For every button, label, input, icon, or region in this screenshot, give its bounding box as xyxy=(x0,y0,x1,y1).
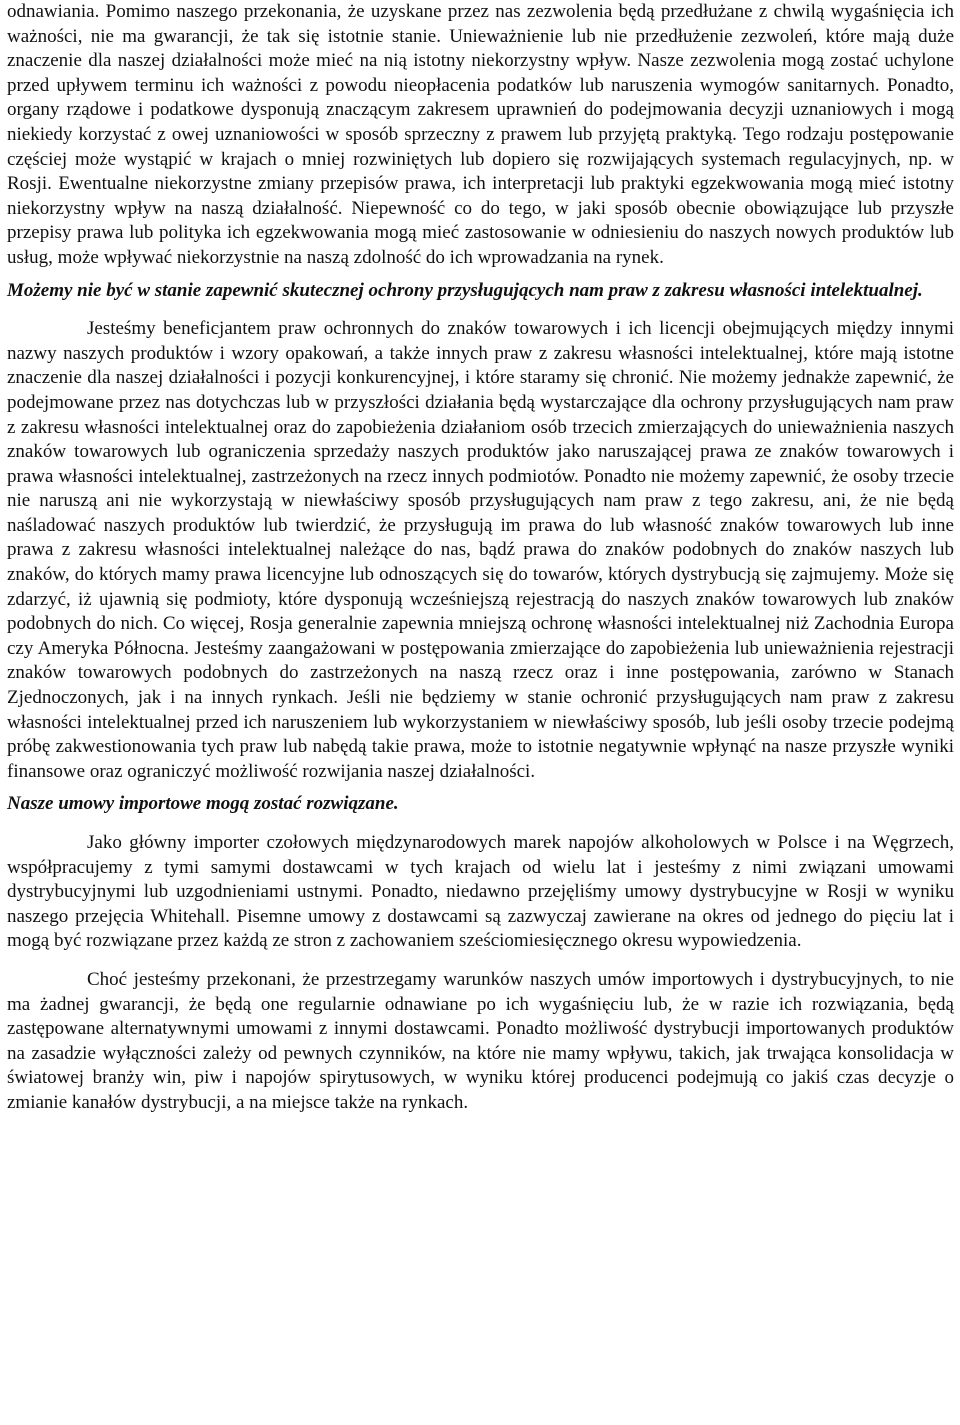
paragraph-distribution-risk: Choć jesteśmy przekonani, że przestrzegamy warunków naszych umów importowych i dystrybucyjnych, to nie ma żadnej gwarancji, że będą one regularnie odnawiane po ich wygaśnięciu lub, że w razie ich rozwiązania, będą zastępowane alternatywnymi umowami z innymi dostawcami. Ponadto możliwość dystrybucji importowanych produktów na zasadzie wyłączności zależy od pewnych czynników, na które nie mamy wpływu, takich, jak trwająca konsolidacja w światowej branży win, piw i napojów spirytusowych, w wyniku której producenci podejmują co jakiś czas decyzje o zmianie kanałów dystrybucji, a na miejsce także na rynkach. xyxy=(7,968,954,1113)
paragraph-intellectual-property: Jesteśmy beneficjantem praw ochronnych do znaków towarowych i ich licencji obejmujących między innymi nazwy naszych produktów i wzory opakowań, a także innych praw z zakresu własności intelektualnej, które mają istotne znaczenie dla naszej działalności i pozycji konkurencyjnej, i które staramy się chronić. Nie możemy jednakże zapewnić, że podejmowane przez nas dotychczas lub w przyszłości działania będą wystarczające dla ochrony przysługujących nam praw z zakresu własności intelektualnej oraz do zapobieżenia działaniom osób trzecich zmierzających do unieważnienia naszych znaków towarowych lub ograniczenia sprzedaży naszych produktów jako naruszającej prawa ze znaków towarowych i prawa własności intelektualnej, zastrzeżonych na rzecz innych podmiotów. Ponadto nie możemy zapewnić, że osoby trzecie nie naruszą ani nie wykorzystają w niewłaściwy sposób przysługujących nam praw z tego zakresu, ani, że nie będą naśladować naszych produktów lub twierdzić, że przysługują im prawa do lub własność znaków towarowych lub inne prawa z zakresu własności intelektualnej należące do nas, bądź prawa do znaków podobnych do znaków naszych lub znaków, do których mamy prawa licencyjne lub odnoszących się do towarów, których dystrybucją się zajmujemy. Może się zdarzyć, iż ujawnią się podmioty, które dysponują wcześniejszą rejestracją do naszych znaków towarowych lub znaków podobnych do nich. Co więcej, Rosja generalnie zapewnia mniejszą ochronę własności intelektualnej niż Zachodnia Europa czy Ameryka Północna. Jesteśmy zaangażowani w postępowania zmierzające do zapobieżenia lub unieważnienia rejestracji znaków towarowych podobnych do zastrzeżonych na naszą rzecz oraz i inne postępowania, zarówno w Stanach Zjednoczonych, jak i na innych rynkach. Jeśli nie będziemy w stanie ochronić przysługujących nam praw z zakresu własności intelektualnej przed ich naruszeniem lub wykorzystaniem w niewłaściwy sposób, lub jeśli osoby trzecie podejmą próbę zakwestionowania tych praw lub nabędą takie prawa, może to istotnie negatywnie wpłynąć na nasze przyszłe wyniki finansowe oraz ograniczyć możliwość rozwijania naszej działalności. xyxy=(7,318,954,782)
section-heading-intellectual-property: Możemy nie być w stanie zapewnić skutecznej ochrony przysługujących nam praw z zakresu własności intelektualnej. xyxy=(7,279,923,301)
paragraph-permits: odnawiania. Pomimo naszego przekonania, że uzyskane przez nas zezwolenia będą przedłużane z chwilą wygaśnięcia ich ważności, nie ma gwarancji, że tak się istotnie stanie. Unieważnienie lub nie przedłużenie zezwoleń, które mają duże znaczenie dla naszej działalności może mieć na nią istotny niekorzystny wpływ. Nasze zezwolenia mogą zostać uchylone przed upływem terminu ich ważności z powodu nieopłacenia podatków lub naruszenia wymogów sanitarnych. Ponadto, organy rządowe i podatkowe dysponują znaczącym zakresem uprawnień do podejmowania decyzji uznaniowych i mogą niekiedy korzystać z owej uznaniowości w sposób sprzeczny z prawem lub przyjętą praktyką. Tego rodzaju postępowanie częściej może wystąpić w krajach o mniej rozwiniętych lub dopiero się rozwijających systemach regulacyjnych, np. w Rosji. Ewentualne niekorzystne zmiany przepisów prawa, ich interpretacji lub praktyki egzekwowania mogą mieć istotny niekorzystny wpływ na naszą działalność. Niepewność co do tego, w jaki sposób obecnie obowiązujące lub przyszłe przepisy prawa lub polityka ich egzekwowania mogą mieć zastosowanie w odniesieniu do naszych nowych produktów lub usług, może wpływać niekorzystnie na naszą zdolność do ich wprowadzania na rynek. xyxy=(7,1,954,268)
section-heading-import-agreements: Nasze umowy importowe mogą zostać rozwiązane. xyxy=(7,793,399,815)
paragraph-import-agreements: Jako główny importer czołowych międzynarodowych marek napojów alkoholowych w Polsce i na Węgrzech, współpracujemy z tymi samymi dostawcami w tych krajach od wielu lat i jesteśmy z nimi związani umowami dystrybucyjnymi lub uzgodnieniami ustnymi. Ponadto, niedawno przejęliśmy umowy dystrybucyjne w Rosji w wyniku naszego przejęcia Whitehall. Pisemne umowy z dostawcami są zazwyczaj zawierane na okres od jednego do pięciu lat i mogą być rozwiązane przez każdą ze stron z zachowaniem sześciomiesięcznego okresu wypowiedzenia. xyxy=(7,832,954,952)
